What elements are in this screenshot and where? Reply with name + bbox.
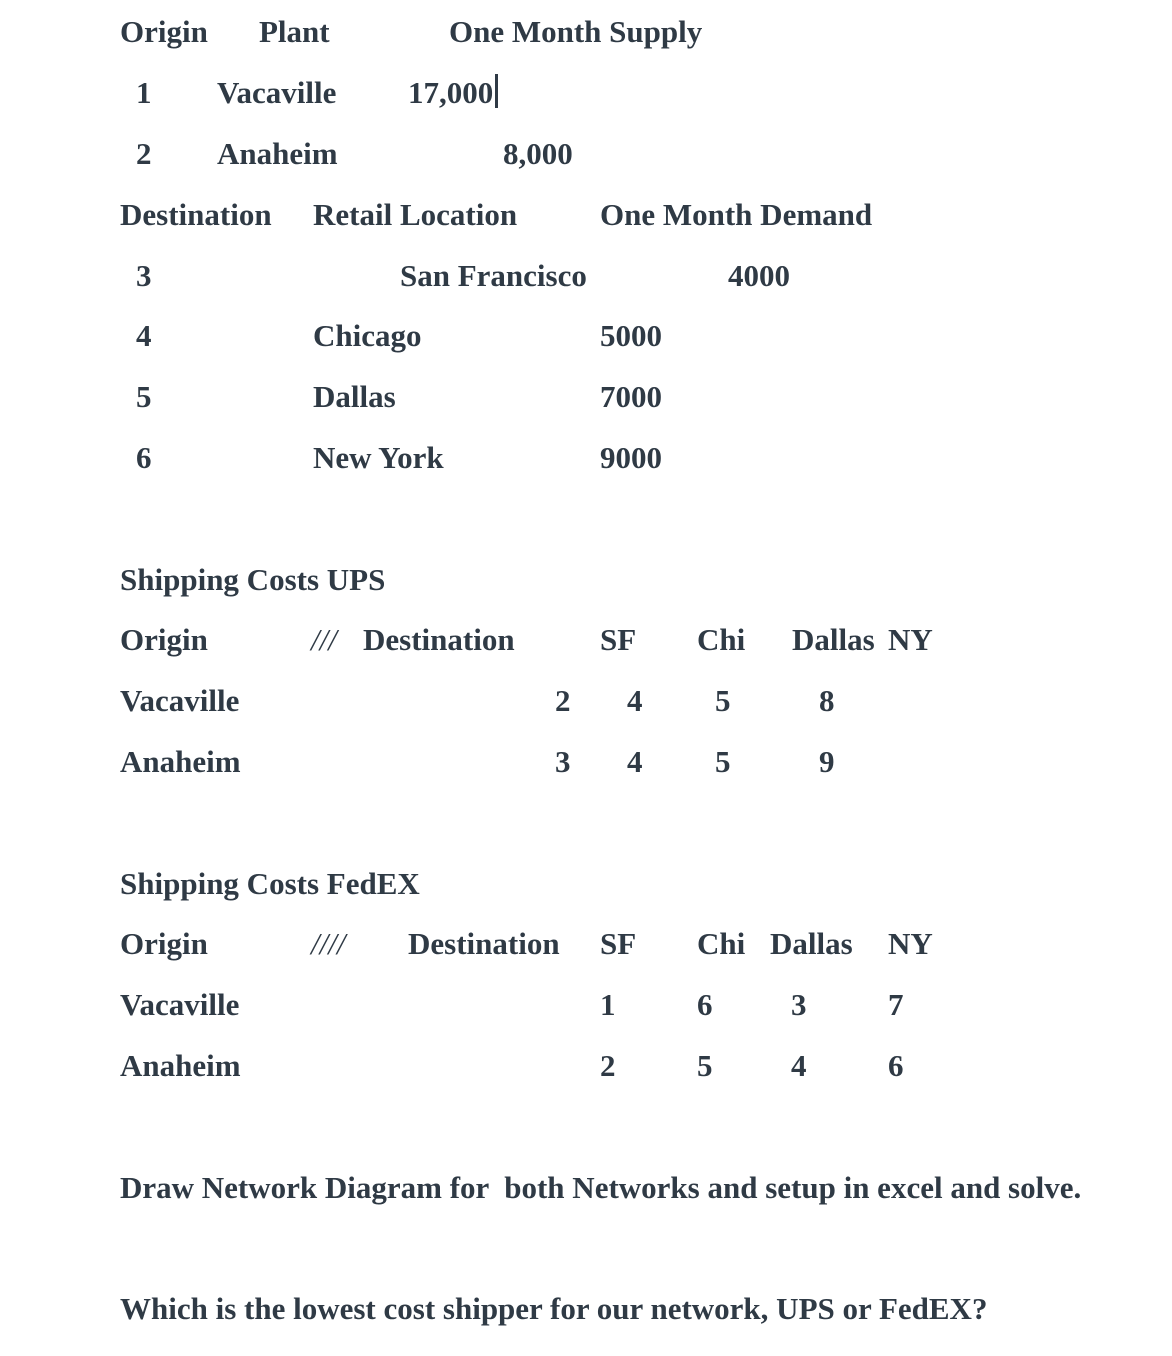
ups-col-header: Dallas: [792, 622, 875, 657]
question-text: Which is the lowest cost shipper for our network, UPS or FedEX?: [120, 1291, 988, 1326]
fedex-separator: ////: [311, 926, 346, 961]
fedex-row-origin: Anaheim: [120, 1048, 241, 1083]
supply-amount-header: One Month Supply: [449, 14, 703, 49]
demand-destination-header: Destination: [120, 197, 272, 232]
ups-origin-header: Origin: [120, 622, 208, 657]
ups-col-header: Chi: [697, 622, 746, 657]
demand-amount-header: One Month Demand: [600, 197, 873, 232]
supply-row-amount: 8,000: [503, 136, 573, 171]
fedex-row-origin: Vacaville: [120, 987, 240, 1022]
text-cursor: [495, 74, 498, 108]
ups-separator: ///: [311, 622, 337, 657]
supply-row-id: 1: [136, 75, 152, 110]
demand-row-amount: 7000: [600, 379, 662, 414]
demand-row-amount: 9000: [600, 440, 662, 475]
ups-row-origin: Anaheim: [120, 744, 241, 779]
fedex-cost-cell: 6: [697, 987, 713, 1022]
fedex-cost-cell: 6: [888, 1048, 904, 1083]
fedex-destination-header: Destination: [408, 926, 560, 961]
fedex-col-header: Dallas: [770, 926, 853, 961]
fedex-title: Shipping Costs FedEX: [120, 866, 420, 901]
ups-cost-cell: 4: [627, 744, 643, 779]
supply-row-plant: Vacaville: [217, 75, 337, 110]
fedex-col-header: Chi: [697, 926, 746, 961]
ups-row-origin: Vacaville: [120, 683, 240, 718]
demand-row-amount: 4000: [728, 258, 790, 293]
task-instruction: Draw Network Diagram for both Networks and setup in excel and solve.: [120, 1170, 1082, 1205]
fedex-cost-cell: 1: [600, 987, 616, 1022]
demand-row-id: 3: [136, 258, 152, 293]
ups-cost-cell: 5: [715, 744, 731, 779]
ups-cost-cell: 9: [819, 744, 835, 779]
demand-location-header: Retail Location: [313, 197, 518, 232]
ups-col-header: SF: [600, 622, 637, 657]
fedex-origin-header: Origin: [120, 926, 208, 961]
demand-row-location: New York: [313, 440, 444, 475]
fedex-col-header: NY: [888, 926, 933, 961]
fedex-cost-cell: 4: [791, 1048, 807, 1083]
supply-plant-header: Plant: [259, 14, 330, 49]
ups-cost-cell: 3: [555, 744, 571, 779]
demand-row-location: San Francisco: [400, 258, 587, 293]
supply-origin-header: Origin: [120, 14, 208, 49]
fedex-cost-cell: 7: [888, 987, 904, 1022]
ups-cost-cell: 8: [819, 683, 835, 718]
ups-cost-cell: 2: [555, 683, 571, 718]
fedex-cost-cell: 2: [600, 1048, 616, 1083]
ups-cost-cell: 5: [715, 683, 731, 718]
demand-row-id: 5: [136, 379, 152, 414]
demand-row-id: 4: [136, 318, 152, 353]
demand-row-location: Chicago: [313, 318, 422, 353]
demand-row-location: Dallas: [313, 379, 396, 414]
fedex-col-header: SF: [600, 926, 637, 961]
supply-row-amount: 17,000: [408, 75, 494, 110]
fedex-cost-cell: 5: [697, 1048, 713, 1083]
ups-title: Shipping Costs UPS: [120, 562, 386, 597]
ups-col-header: NY: [888, 622, 933, 657]
supply-row-id: 2: [136, 136, 152, 171]
ups-cost-cell: 4: [627, 683, 643, 718]
demand-row-amount: 5000: [600, 318, 662, 353]
ups-destination-header: Destination: [363, 622, 515, 657]
fedex-cost-cell: 3: [791, 987, 807, 1022]
supply-row-plant: Anaheim: [217, 136, 338, 171]
demand-row-id: 6: [136, 440, 152, 475]
